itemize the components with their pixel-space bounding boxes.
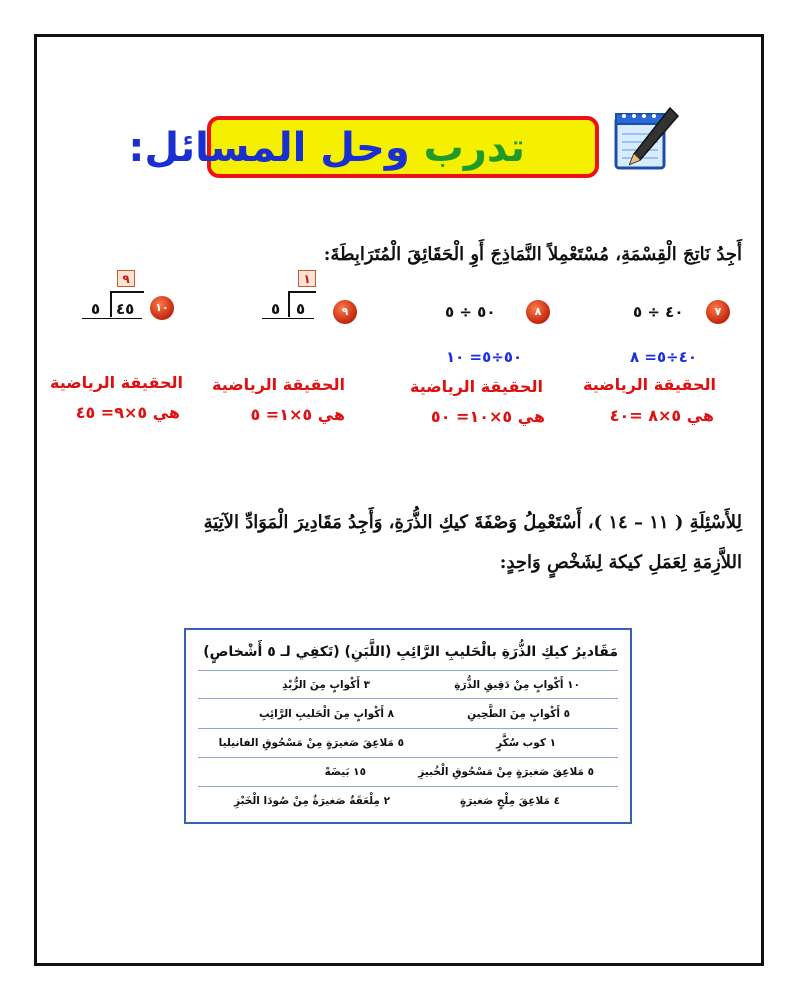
fact-label: الحقيقة الرياضية [49, 373, 183, 392]
notepad-pen-icon [610, 104, 682, 176]
recipe-cell: ١٥ بَيضَةً [324, 766, 366, 778]
problem-number-badge: ٨ [526, 300, 550, 324]
title-banner [128, 116, 599, 178]
recipe-cell: ٥ مَلاعِقَ صَغيرَةٍ مِنْ مَسْحُوقِ الفانيليا [218, 737, 404, 749]
recipe-cell: ٥ أَكْوابٍ مِنَ الطَّحِينِ [467, 708, 570, 720]
recipe-cell: ١ كوب سُكَّرٍ [496, 737, 556, 749]
problem-expression: ٥٠ ÷ ٥ [445, 303, 496, 321]
answer-equation: ٥٠÷٥= ١٠ [446, 348, 523, 366]
quotient-box: ١ [298, 270, 316, 287]
recipe-cell: ٢ مِلْعَقَةٌ صَغيرَةٌ مِنْ صُودَا الْخَبْزِ [233, 795, 390, 807]
page-title [128, 122, 525, 174]
recipe-cell: ٣ أَكْوابٍ مِنَ الزُّبْدِ [282, 679, 370, 691]
recipe-cell: ١٠ أَكْوابٍ مِنْ دَقِيقِ الذُّرَةِ [454, 679, 580, 691]
row-divider [198, 786, 618, 787]
recipe-cell: ٤ مَلاعِقَ مِلْحٍ صَغيرَةٍ [460, 795, 560, 807]
fact-label: الحقيقة الرياضية [409, 377, 543, 396]
recipe-title: مَقَاديرُ كيكِ الذُّرَةِ بالْحَليبِ الرَّائِبِ (اللَّبَنِ) (تَكفِي لـ ٥ أَشْخاصٍ) [203, 644, 618, 660]
quotient-box: ٩ [117, 270, 135, 287]
division-underline [82, 318, 142, 319]
fact-equation: هي ٥×٩= ٤٥ [75, 403, 180, 422]
title-word-solve: وحل المسائل: [128, 125, 410, 171]
division-underline [262, 318, 314, 319]
problem-number-badge: ١٠ [150, 296, 174, 320]
problem-expression: ٤٠ ÷ ٥ [633, 303, 684, 321]
problem-number-badge: ٩ [333, 300, 357, 324]
problem-number-badge: ٧ [706, 300, 730, 324]
fact-label: الحقيقة الرياضية [582, 375, 716, 394]
row-divider [198, 670, 618, 671]
answer-equation: ٤٠÷٥= ٨ [630, 348, 697, 366]
dividend: ٤٥ [116, 300, 135, 318]
paragraph-line-2: اللاَّزِمَةِ لِعَمَلِ كيكة لِشَخْصٍ وَاحِدٍ: [499, 552, 742, 573]
fact-equation: هي ٥×٨ =٤٠ [609, 406, 714, 425]
instruction-text: أَجِدُ نَاتِجَ الْقِسْمَةِ، مُسْتَعْمِلاً النَّمَاذِجَ أَوِ الْحَقَائِقَ الْمُتَرَابِطَةَ: [323, 244, 742, 265]
recipe-table [184, 628, 632, 824]
title-word-practice: تدرب [423, 125, 525, 171]
dividend: ٥ [296, 300, 306, 318]
row-divider [198, 728, 618, 729]
fact-label: الحقيقة الرياضية [211, 375, 345, 394]
recipe-cell: ٥ مَلاعِقَ صَغيرَةٍ مِنْ مَسْحُوقِ الْخُبيزِ [418, 766, 594, 778]
fact-equation: هي ٥×١= ٥ [250, 405, 345, 424]
divisor: ٥ [91, 300, 101, 318]
row-divider [198, 757, 618, 758]
row-divider [198, 698, 618, 699]
paragraph-line-1: لِلأَسْئِلَةِ ( ١١ – ١٤ )، أَسْتَعْمِلُ وَصْفَةَ كيكِ الذُّرَةِ، وَأَجِدُ مَقَادِيرَ الْمَوَادِّ الآتِيَةِ [203, 512, 742, 533]
fact-equation: هي ٥×١٠= ٥٠ [430, 407, 545, 426]
divisor: ٥ [271, 300, 281, 318]
recipe-cell: ٨ أَكْوابٍ مِنَ الْحَليبِ الرَّائِبِ [259, 708, 394, 720]
